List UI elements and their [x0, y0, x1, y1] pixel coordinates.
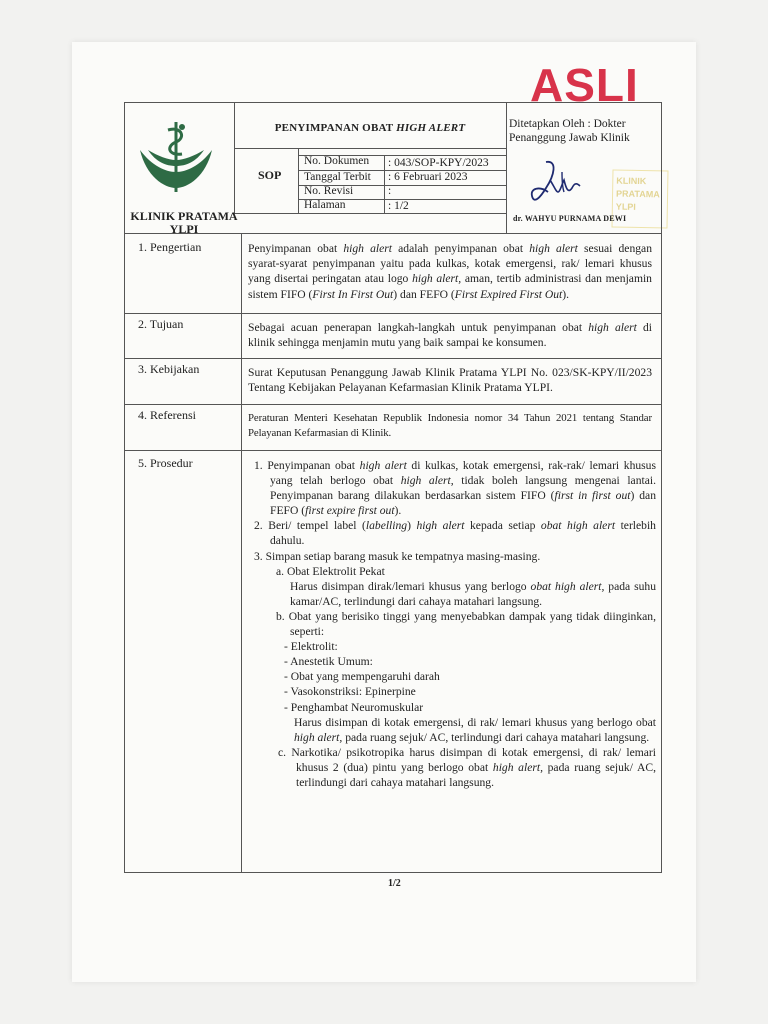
clinic-name: KLINIK PRATAMA YLPI — [130, 209, 238, 236]
procedure-item-b-title: b. Obat yang berisiko tinggi yang menyebabkan dampak yang tidak diinginkan, seperti: — [276, 609, 656, 639]
meta-key-halaman: Halaman — [304, 199, 346, 211]
section-body-kebijakan: Surat Keputusan Penanggung Jawab Klinik Pratama YLPI No. 023/SK-KPY/II/2023 Tentang Kebijakan Pelayanan Kefarmasian Klinik Pratama YLPI. — [248, 366, 652, 395]
procedure-b-list-item: - Penghambat Neuromuskular — [284, 700, 424, 714]
procedure-item-b-body: Harus disimpan di kotak emergensi, di rak/ lemari khusus yang berlogo obat high alert, pada ruang sejuk/ AC, terlindungi dari cahaya matahari langsung. — [294, 715, 656, 744]
section-body-pengertian: Penyimpanan obat high alert adalah penyimpanan obat high alert sesuai dengan syarat-syarat penyimpanan yaitu pada kulkas, kotak emergensi, rak/ lemari khusus yang disertai peringatan atau logo high alert, aman, tertib administrasi dan menjamin sistem FIFO (First In First Out) dan FEFO (First Expired First Out). — [248, 242, 652, 301]
procedure-step-1: 1. Penyimpanan obat high alert di kulkas, kotak emergensi, rak-rak/ lemari khusus yang telah berlogo obat high alert, tidak boleh langsung mengenai lantai. Penyimpanan barang dilakukan berdasarkan sistem FIFO (first in first out) dan FEFO (first expire first out). — [254, 459, 657, 518]
meta-key-tanggal: Tanggal Terbit — [304, 171, 371, 183]
procedure-b-list-item: - Elektrolit: — [284, 640, 338, 654]
section-body-prosedur — [248, 458, 656, 790]
section-body-referensi: Peraturan Menteri Kesehatan Republik Indonesia nomor 34 Tahun 2021 tentang Standar Pelayanan Kefarmasian di Klinik. — [248, 412, 652, 439]
section-label-prosedur: 5. Prosedur — [138, 456, 193, 470]
meta-value-halaman: : 1/2 — [388, 200, 409, 212]
meta-key-revisi: No. Revisi — [304, 185, 354, 197]
procedure-step-3: 3. Simpan setiap barang masuk ke tempatnya masing-masing. — [254, 549, 541, 563]
signer-name: dr. WAHYU PURNAMA DEWI — [513, 214, 627, 223]
document-title: PENYIMPANAN OBAT HIGH ALERT — [274, 122, 466, 134]
procedure-item-c: c. Narkotika/ psikotropika harus disimpan di kotak emergensi, di rak/ lemari khusus 2 (dua) pintu yang berlogo obat high alert, pada ruang sejuk/ AC, terlindungi dari cahaya matahari langsung. — [278, 745, 656, 789]
section-label-pengertian: 1. Pengertian — [138, 240, 202, 254]
section-label-tujuan: 2. Tujuan — [138, 317, 184, 331]
section-body-tujuan: Sebagai acuan penerapan langkah-langkah untuk penyimpanan obat high alert di klinik sehingga menjamin mutu yang baik sampai ke konsumen. — [248, 321, 652, 350]
procedure-item-a-title: a. Obat Elektrolit Pekat — [276, 564, 385, 578]
meta-value-revisi: : — [388, 185, 392, 197]
procedure-b-list-item: - Anestetik Umum: — [284, 655, 373, 669]
asli-stamp: ASLI — [530, 59, 639, 111]
procedure-b-list-item: - Obat yang mempengaruhi darah — [284, 670, 440, 684]
signature — [528, 158, 598, 217]
procedure-b-list-item: - Vasokonstriksi: Epinerpine — [284, 685, 416, 699]
procedure-item-a-body: Harus disimpan dirak/lemari khusus yang berlogo obat high alert, pada suhu kamar/AC, terlindungi dari cahaya matahari langsung. — [290, 579, 656, 608]
approval-line-1: Ditetapkan Oleh : Dokter — [509, 118, 626, 130]
clinic-logo — [138, 116, 214, 196]
sop-label: SOP — [258, 168, 282, 182]
procedure-step-2: 2. Beri/ tempel label (labelling) high alert kepada setiap obat high alert terlebih dahulu. — [254, 519, 656, 548]
approval-line-2: Penanggung Jawab Klinik — [509, 132, 630, 144]
approval-block — [509, 117, 659, 145]
meta-key-dokumen: No. Dokumen — [304, 155, 370, 167]
clinic-stamp: KLINIK PRATAMA YLPI — [611, 170, 668, 229]
section-label-kebijakan: 3. Kebijakan — [138, 362, 200, 376]
section-label-referensi: 4. Referensi — [138, 408, 196, 422]
page-number: 1/2 — [388, 878, 401, 889]
meta-value-tanggal: : 6 Februari 2023 — [388, 171, 468, 183]
meta-value-dokumen: : 043/SOP-KPY/2023 — [388, 157, 489, 169]
